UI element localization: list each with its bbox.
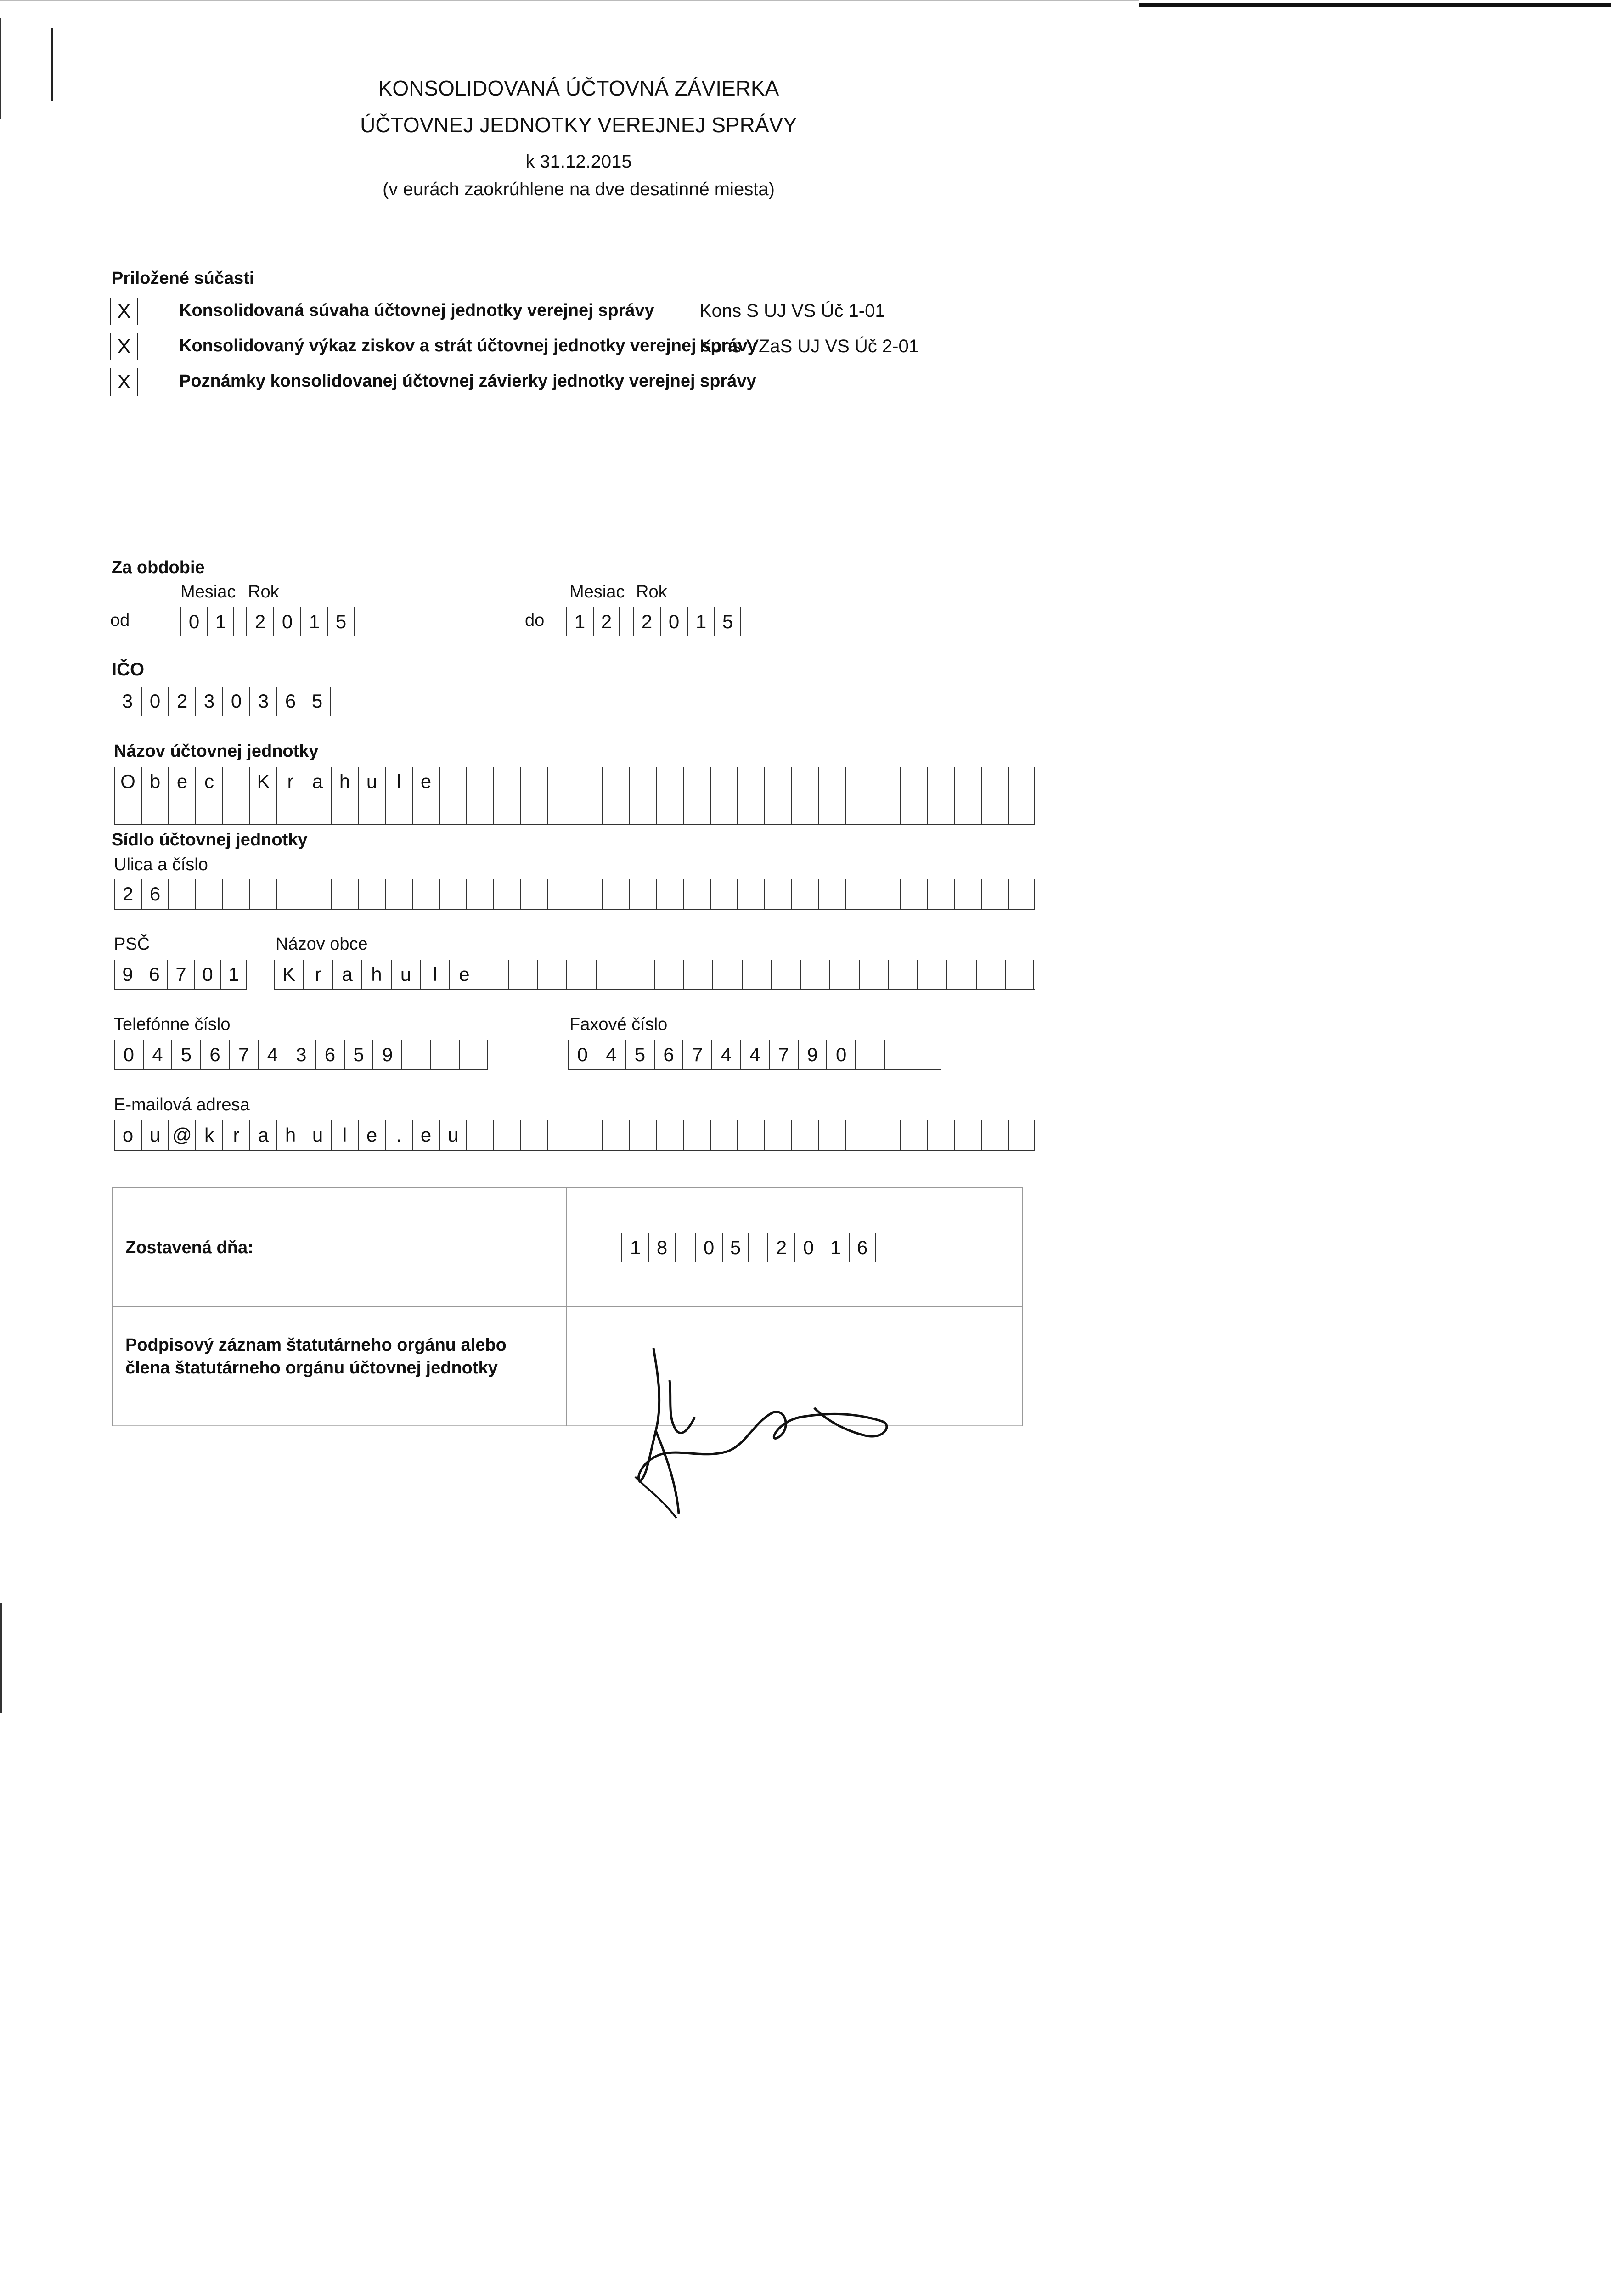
char-cell: 9 (114, 960, 141, 989)
char-cell (520, 796, 547, 824)
digit-cell: 5 (327, 607, 355, 636)
char-cell: u (391, 960, 420, 989)
char-cell (954, 767, 981, 796)
char-cell: h (361, 960, 391, 989)
char-cell: 6 (141, 879, 168, 909)
char-cell (764, 796, 791, 824)
attachment-checkbox-3[interactable]: X (110, 368, 138, 396)
char-cell (981, 1120, 1008, 1150)
fax-label: Faxové číslo (569, 1015, 668, 1034)
from-month-label: Mesiac (180, 582, 236, 602)
char-cell: a (249, 1120, 276, 1150)
char-cell (493, 796, 520, 824)
char-cell (873, 767, 900, 796)
table-divider-v (566, 1187, 567, 1426)
char-cell (927, 1120, 954, 1150)
char-cell (1005, 960, 1034, 989)
char-cell (358, 796, 385, 824)
char-cell (625, 960, 654, 989)
char-cell (764, 879, 791, 909)
char-cell: 7 (682, 1040, 711, 1069)
from-month-field[interactable] (180, 607, 234, 636)
char-cell (710, 1120, 737, 1150)
char-cell: 5 (171, 1040, 200, 1069)
char-cell: k (195, 1120, 222, 1150)
char-cell (168, 879, 195, 909)
char-cell (575, 879, 602, 909)
from-year-field[interactable] (246, 607, 355, 636)
char-cell: 0 (114, 1040, 143, 1069)
char-cell (222, 767, 249, 796)
psc-field[interactable] (114, 960, 247, 990)
char-cell: 0 (568, 1040, 597, 1069)
char-cell (656, 879, 683, 909)
char-cell (900, 879, 927, 909)
name-field-row-2[interactable] (114, 796, 1035, 825)
char-cell (602, 1120, 629, 1150)
char-cell: u (439, 1120, 466, 1150)
digit-cell: 2 (767, 1233, 794, 1262)
char-cell: 6 (200, 1040, 229, 1069)
char-cell (900, 767, 927, 796)
digit-cell: 1 (300, 607, 327, 636)
char-cell: 9 (372, 1040, 401, 1069)
char-cell: h (276, 1120, 304, 1150)
char-cell (873, 1120, 900, 1150)
char-cell (656, 796, 683, 824)
char-cell: @ (168, 1120, 195, 1150)
char-cell (888, 960, 917, 989)
char-cell (927, 879, 954, 909)
psc-label: PSČ (114, 934, 150, 954)
digit-cell: 0 (794, 1233, 822, 1262)
char-cell (859, 960, 888, 989)
char-cell: o (114, 1120, 141, 1150)
char-cell (818, 796, 845, 824)
digit-cell: 5 (714, 607, 741, 636)
char-cell (575, 796, 602, 824)
char-cell: l (331, 1120, 358, 1150)
digit-cell: 2 (168, 687, 195, 716)
char-cell (493, 879, 520, 909)
char-cell (656, 767, 683, 796)
compiled-year-field[interactable] (767, 1233, 876, 1262)
char-cell (954, 1120, 981, 1150)
char-cell (412, 879, 439, 909)
compiled-label: Zostavená dňa: (125, 1238, 253, 1257)
char-cell (737, 879, 764, 909)
char-cell (520, 1120, 547, 1150)
char-cell (818, 767, 845, 796)
char-cell (430, 1040, 459, 1069)
char-cell (141, 796, 168, 824)
char-cell (656, 1120, 683, 1150)
char-cell (873, 879, 900, 909)
char-cell (479, 960, 508, 989)
char-cell (683, 960, 713, 989)
char-cell (249, 879, 276, 909)
char-cell (845, 1120, 873, 1150)
attachment-label-1: Konsolidovaná súvaha účtovnej jednotky verejnej správy (179, 301, 654, 320)
char-cell (222, 796, 249, 824)
char-cell (466, 796, 493, 824)
phone-label: Telefónne číslo (114, 1015, 231, 1034)
char-cell (1008, 767, 1035, 796)
char-cell (710, 879, 737, 909)
char-cell: 7 (167, 960, 194, 989)
handwritten-signature (626, 1339, 938, 1532)
char-cell (946, 960, 976, 989)
char-cell: u (141, 1120, 168, 1150)
digit-cell: 1 (621, 1233, 648, 1262)
char-cell: l (420, 960, 449, 989)
char-cell (304, 796, 331, 824)
doc-title: KONSOLIDOVANÁ ÚČTOVNÁ ZÁVIERKA (378, 76, 779, 100)
doc-date: k 31.12.2015 (525, 152, 632, 172)
char-cell: 6 (654, 1040, 683, 1069)
char-cell: 7 (229, 1040, 258, 1069)
char-cell (845, 879, 873, 909)
digit-cell: 0 (141, 687, 168, 716)
digit-cell: 1 (687, 607, 714, 636)
char-cell (683, 879, 710, 909)
char-cell (575, 1120, 602, 1150)
char-cell: u (304, 1120, 331, 1150)
seat-label: Sídlo účtovnej jednotky (112, 830, 308, 850)
char-cell: h (331, 767, 358, 796)
char-cell (629, 767, 656, 796)
period-heading: Za obdobie (112, 558, 205, 577)
char-cell (927, 796, 954, 824)
compiled-day-field[interactable] (621, 1233, 676, 1262)
char-cell (764, 1120, 791, 1150)
char-cell (900, 1120, 927, 1150)
doc-currency-note: (v eurách zaokrúhlene na dve desatinné miesta) (383, 179, 775, 199)
char-cell: . (385, 1120, 412, 1150)
char-cell (520, 879, 547, 909)
scan-edge-top-light (0, 0, 1139, 1)
table-border-left (112, 1187, 113, 1426)
char-cell (917, 960, 946, 989)
char-cell (508, 960, 537, 989)
char-cell: r (222, 1120, 249, 1150)
char-cell (596, 960, 625, 989)
char-cell: 4 (597, 1040, 625, 1069)
digit-cell: 2 (593, 607, 620, 636)
char-cell: 4 (258, 1040, 287, 1069)
char-cell (575, 767, 602, 796)
char-cell (683, 1120, 710, 1150)
char-cell (520, 767, 547, 796)
attachments-heading: Priložené súčasti (112, 269, 254, 288)
to-label: do (525, 611, 545, 630)
char-cell: u (358, 767, 385, 796)
char-cell: l (385, 767, 412, 796)
digit-cell: 5 (304, 687, 331, 716)
char-cell: 5 (344, 1040, 373, 1069)
char-cell (629, 879, 656, 909)
char-cell (683, 796, 710, 824)
char-cell (304, 879, 331, 909)
char-cell (1008, 796, 1035, 824)
char-cell: e (358, 1120, 385, 1150)
digit-cell: 1 (822, 1233, 849, 1262)
name-label: Názov účtovnej jednotky (114, 742, 319, 761)
char-cell (913, 1040, 941, 1069)
ico-label: IČO (112, 659, 145, 680)
char-cell (466, 879, 493, 909)
char-cell: 5 (625, 1040, 654, 1069)
char-cell (602, 796, 629, 824)
char-cell (981, 879, 1008, 909)
digit-cell: 2 (633, 607, 660, 636)
char-cell: 4 (740, 1040, 769, 1069)
to-month-label: Mesiac (569, 582, 625, 602)
char-cell (358, 879, 385, 909)
attachment-checkbox-1[interactable]: X (110, 298, 138, 325)
table-border-top (112, 1187, 1023, 1188)
char-cell (981, 767, 1008, 796)
char-cell (791, 796, 818, 824)
digit-cell: 3 (195, 687, 222, 716)
digit-cell: 8 (648, 1233, 676, 1262)
char-cell: a (332, 960, 361, 989)
attachment-code-1: Kons S UJ VS Úč 1-01 (699, 301, 885, 321)
char-cell (654, 960, 683, 989)
char-cell (547, 1120, 575, 1150)
attachment-label-3: Poznámky konsolidovanej účtovnej závierky jednotky verejnej správy (179, 371, 756, 391)
char-cell (385, 796, 412, 824)
char-cell (547, 879, 575, 909)
to-year-field[interactable] (633, 607, 741, 636)
char-cell: b (141, 767, 168, 796)
digit-cell: 0 (695, 1233, 722, 1262)
char-cell (385, 879, 412, 909)
char-cell (195, 879, 222, 909)
street-label: Ulica a číslo (114, 855, 208, 874)
char-cell (927, 767, 954, 796)
char-cell (629, 1120, 656, 1150)
char-cell (845, 796, 873, 824)
scan-edge-top (1139, 3, 1611, 7)
email-label: E-mailová adresa (114, 1095, 250, 1114)
char-cell (401, 1040, 430, 1069)
char-cell: e (412, 767, 439, 796)
to-year-label: Rok (636, 582, 667, 602)
char-cell: 4 (143, 1040, 172, 1069)
char-cell (712, 960, 742, 989)
email-field[interactable] (114, 1120, 1035, 1151)
char-cell (900, 796, 927, 824)
char-cell: 9 (798, 1040, 827, 1069)
char-cell: 1 (220, 960, 247, 989)
street-field[interactable] (114, 879, 1035, 910)
char-cell (547, 767, 575, 796)
char-cell (742, 960, 771, 989)
char-cell: K (274, 960, 303, 989)
char-cell (884, 1040, 913, 1069)
char-cell (1008, 1120, 1035, 1150)
char-cell (845, 767, 873, 796)
char-cell: e (449, 960, 479, 989)
phone-field[interactable] (114, 1040, 488, 1070)
char-cell: e (412, 1120, 439, 1150)
char-cell (466, 1120, 493, 1150)
char-cell: r (276, 767, 304, 796)
char-cell: K (249, 767, 276, 796)
char-cell (537, 960, 566, 989)
char-cell (493, 767, 520, 796)
char-cell (331, 796, 358, 824)
digit-cell: 3 (122, 690, 133, 712)
digit-cell: 0 (222, 687, 249, 716)
char-cell (276, 879, 304, 909)
char-cell: 0 (826, 1040, 855, 1069)
digit-cell: 6 (276, 687, 304, 716)
char-cell (737, 796, 764, 824)
fax-field[interactable] (568, 1040, 941, 1070)
char-cell (459, 1040, 488, 1069)
char-cell: c (195, 767, 222, 796)
attachment-code-2: Kons VZaS UJ VS Úč 2-01 (699, 336, 919, 356)
scan-edge-left (0, 18, 1, 119)
char-cell: O (114, 767, 141, 796)
from-label: od (110, 611, 130, 630)
char-cell (566, 960, 596, 989)
char-cell (683, 767, 710, 796)
char-cell (168, 796, 195, 824)
compiled-month-field[interactable] (695, 1233, 749, 1262)
char-cell (954, 796, 981, 824)
digit-cell: 1 (207, 607, 234, 636)
char-cell (818, 879, 845, 909)
char-cell (493, 1120, 520, 1150)
char-cell (222, 879, 249, 909)
char-cell (981, 796, 1008, 824)
ico-field[interactable] (114, 687, 331, 716)
char-cell (547, 796, 575, 824)
char-cell (331, 879, 358, 909)
from-year-label: Rok (248, 582, 279, 602)
char-cell: 4 (711, 1040, 740, 1069)
digit-cell: 0 (180, 607, 207, 636)
char-cell (602, 767, 629, 796)
char-cell (873, 796, 900, 824)
signature-label-line-1: Podpisový záznam štatutárneho orgánu alebo (125, 1335, 507, 1355)
digit-cell: 2 (246, 607, 273, 636)
char-cell (249, 796, 276, 824)
char-cell: 3 (287, 1040, 315, 1069)
char-cell (818, 1120, 845, 1150)
char-cell (710, 767, 737, 796)
scan-edge-left-lower (0, 1603, 2, 1713)
char-cell (791, 879, 818, 909)
char-cell: 0 (194, 960, 220, 989)
doc-subtitle: ÚČTOVNEJ JEDNOTKY VEREJNEJ SPRÁVY (360, 113, 797, 137)
char-cell (1008, 879, 1035, 909)
char-cell (800, 960, 829, 989)
digit-cell: 1 (566, 607, 593, 636)
char-cell (412, 796, 439, 824)
char-cell (195, 796, 222, 824)
char-cell (439, 796, 466, 824)
char-cell (976, 960, 1005, 989)
digit-cell: 3 (249, 687, 276, 716)
signature-table (112, 1187, 1023, 1426)
char-cell (829, 960, 859, 989)
table-divider (112, 1306, 1023, 1307)
name-field-row-1[interactable] (114, 767, 1035, 796)
char-cell (791, 767, 818, 796)
digit-cell: 6 (849, 1233, 876, 1262)
char-cell (855, 1040, 884, 1069)
to-month-field[interactable] (566, 607, 620, 636)
char-cell: 6 (141, 960, 167, 989)
char-cell: 2 (114, 879, 141, 909)
char-cell (276, 796, 304, 824)
char-cell (439, 767, 466, 796)
digit-cell: 0 (660, 607, 687, 636)
char-cell (466, 767, 493, 796)
digit-cell: 5 (722, 1233, 749, 1262)
city-label: Názov obce (276, 934, 368, 954)
attachment-checkbox-2[interactable]: X (110, 333, 138, 360)
table-border-right (1022, 1187, 1023, 1426)
char-cell (602, 879, 629, 909)
char-cell (737, 1120, 764, 1150)
char-cell: a (304, 767, 331, 796)
char-cell (710, 796, 737, 824)
char-cell: r (303, 960, 332, 989)
char-cell (114, 796, 141, 824)
char-cell (771, 960, 800, 989)
city-field[interactable] (274, 960, 1035, 990)
char-cell (791, 1120, 818, 1150)
char-cell: e (168, 767, 195, 796)
char-cell (764, 767, 791, 796)
attachment-label-2: Konsolidovaný výkaz ziskov a strát účtovnej jednotky verejnej správy (179, 336, 757, 355)
signature-label-line-2: člena štatutárneho orgánu účtovnej jednotky (125, 1358, 498, 1378)
char-cell (737, 767, 764, 796)
char-cell (629, 796, 656, 824)
char-cell: 6 (315, 1040, 344, 1069)
digit-cell: 0 (273, 607, 300, 636)
char-cell (439, 879, 466, 909)
char-cell: 7 (769, 1040, 798, 1069)
char-cell (954, 879, 981, 909)
